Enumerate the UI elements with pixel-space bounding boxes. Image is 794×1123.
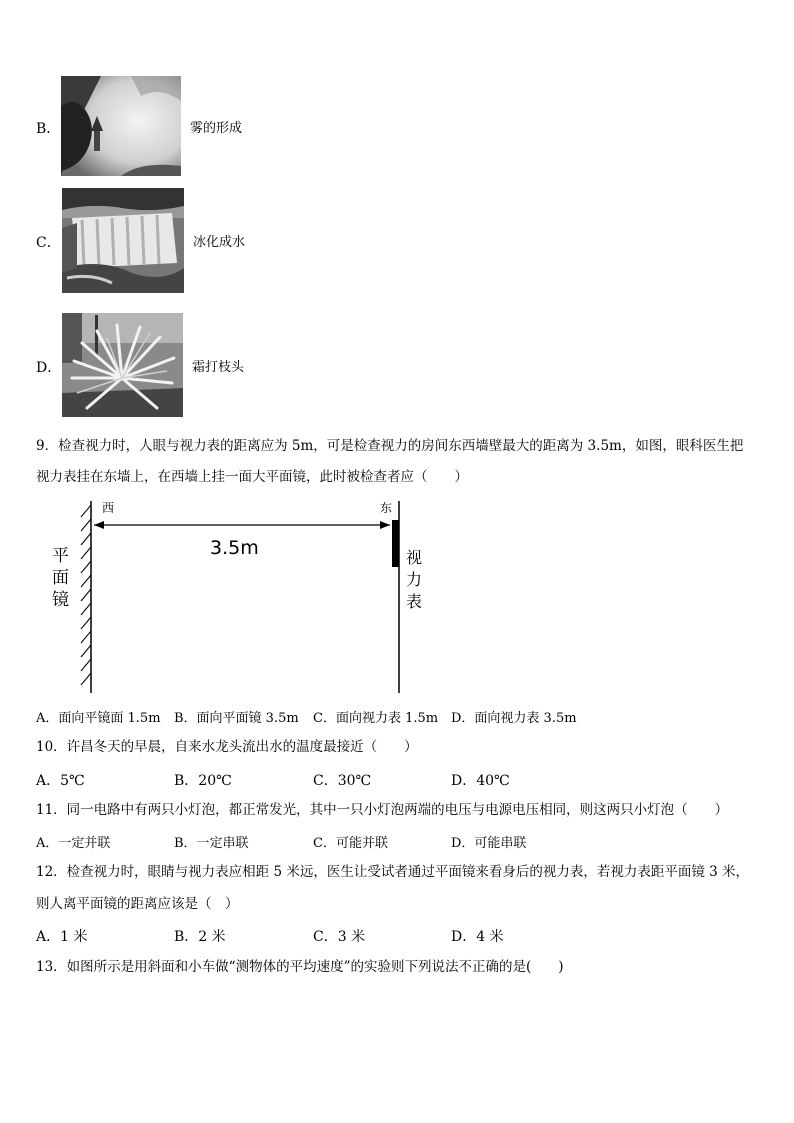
option-b-letter: B． — [36, 121, 61, 137]
question-11-stem: 11．同一电路中有两只小灯泡，都正常发光，其中一只小灯泡两端的电压与电源电压相同，则这两只小灯泡（ ） — [36, 802, 729, 818]
option-d-letter: D． — [36, 360, 62, 376]
option-c-caption: 冰化成水 — [193, 235, 246, 250]
question-9-options — [0, 707, 794, 725]
q10-option-b: B．20℃ — [174, 773, 232, 789]
question-12-line-2: 则人离平面镜的距离应该是（ ） — [36, 896, 239, 912]
q9-option-a: A．面向平镜面 1.5m — [36, 711, 161, 726]
frozen-waterfall-photo — [62, 188, 184, 293]
mirror-label-2: 面 — [52, 568, 69, 588]
question-11-options — [0, 832, 794, 850]
q9-option-c: C．面向视力表 1.5m — [313, 711, 439, 726]
question-10-stem: 10．许昌冬天的早晨，自来水龙头流出水的温度最接近（ ） — [36, 739, 418, 755]
frosted-plant-photo — [62, 313, 183, 417]
chart-label-3: 表 — [406, 592, 423, 611]
option-d-caption: 霜打枝头 — [192, 360, 245, 375]
q11-option-d: D．可能串联 — [451, 836, 527, 851]
q9-option-d: D．面向视力表 3.5m — [451, 711, 577, 726]
question-9-line-2: 视力表挂在东墙上，在西墙上挂一面大平面镜，此时被检查者应（ ） — [36, 469, 468, 485]
fog-photo — [61, 76, 181, 176]
q11-option-a: A．一定并联 — [36, 836, 111, 851]
question-13-stem: 13．如图所示是用斜面和小车做“测物体的平均速度”的实验则下列说法不正确的是( ) — [36, 959, 564, 975]
q12-option-a: A．1 米 — [36, 929, 88, 945]
chart-label-1: 视 — [406, 548, 423, 567]
q10-option-d: D．40℃ — [451, 773, 510, 789]
diagram-svg — [50, 495, 430, 695]
option-c-letter: C． — [36, 235, 61, 251]
chart-label-2: 力 — [406, 570, 423, 589]
mirror-eye-chart-diagram — [50, 495, 430, 695]
q12-option-b: B．2 米 — [174, 929, 226, 945]
distance-label: 3.5m — [210, 537, 259, 559]
question-12-line-1: 12．检查视力时，眼睛与视力表应相距 5 米远，医生让受试者通过平面镜来看身后的视力表，若视力表距平面镜 3 米， — [36, 864, 750, 880]
option-b-caption: 雾的形成 — [190, 121, 243, 136]
q12-option-d: D．4 米 — [451, 929, 504, 945]
east-label: 东 — [380, 501, 393, 515]
question-10-options — [0, 770, 794, 788]
arrow-head-right — [380, 521, 390, 529]
q9-option-b: B．面向平面镜 3.5m — [174, 711, 299, 726]
eye-chart-bar — [392, 520, 399, 567]
mirror-hatching — [81, 505, 91, 685]
mirror-label-1: 平 — [52, 546, 69, 566]
arrow-head-left — [94, 521, 104, 529]
q11-option-c: C．可能并联 — [313, 836, 388, 851]
mirror-label-3: 镜 — [52, 590, 69, 610]
question-12-options — [0, 926, 794, 944]
west-label: 西 — [102, 501, 115, 515]
q10-option-c: C．30℃ — [313, 773, 372, 789]
question-9-line-1: 9．检查视力时，人眼与视力表的距离应为 5m，可是检查视力的房间东西墙壁最大的距离为 3.5m，如图，眼科医生把 — [36, 438, 744, 454]
q12-option-c: C．3 米 — [313, 929, 366, 945]
q10-option-a: A．5℃ — [36, 773, 85, 789]
q11-option-b: B．一定串联 — [174, 836, 249, 851]
